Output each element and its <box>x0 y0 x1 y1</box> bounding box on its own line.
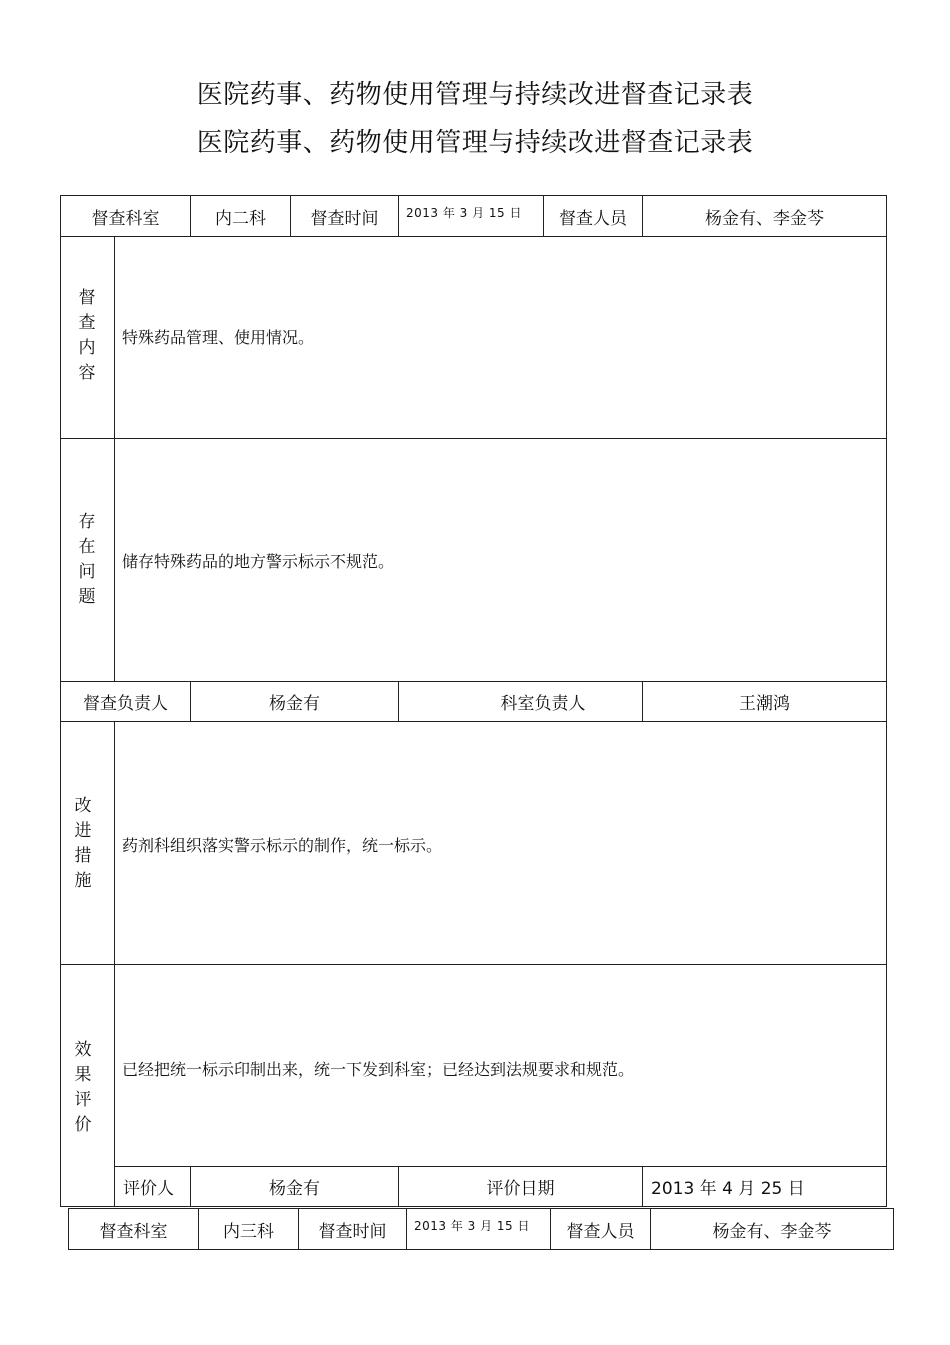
label-char: 问 <box>78 562 96 582</box>
label-char: 内 <box>78 338 96 358</box>
evaluator-value: 杨金有 <box>269 1179 320 1199</box>
label-char: 改 <box>74 796 92 816</box>
problems-text: 储存特殊药品的地方警示标示不规范。 <box>122 552 395 571</box>
label-char: 措 <box>74 846 92 866</box>
inspector-label: 督查负责人 <box>83 694 168 714</box>
label-char: 评 <box>74 1090 92 1110</box>
dept-label: 督查科室 <box>91 208 160 229</box>
evaluator-label: 评价人 <box>123 1179 174 1199</box>
measures-section-label <box>56 794 110 894</box>
evaluation-text: 已经把统一标示印制出来，统一下发到科室；已经达到法规要求和规范。 <box>122 1060 635 1079</box>
dept-head-label: 科室负责人 <box>500 694 586 714</box>
label-char: 在 <box>78 537 96 557</box>
dept-label-2: 督查科室 <box>99 1221 168 1242</box>
inspector-value: 杨金有 <box>269 694 320 714</box>
label-char: 施 <box>74 871 92 891</box>
time-label-2: 督查时间 <box>318 1221 387 1242</box>
label-char: 效 <box>74 1040 92 1060</box>
evaluation-date-label: 评价日期 <box>486 1179 555 1199</box>
page-title-repeat: 医院药事、药物使用管理与持续改进督查记录表 <box>196 128 754 158</box>
label-char: 果 <box>74 1065 92 1085</box>
time-label: 督查时间 <box>310 208 379 229</box>
staff-label: 督查人员 <box>559 208 627 229</box>
dept-head-value: 王潮鸿 <box>739 694 790 714</box>
measures-text: 药剂科组织落实警示标示的制作，统一标示。 <box>122 836 443 855</box>
dept-value: 内二科 <box>215 208 266 229</box>
staff-value-2: 杨金有、李金芩 <box>712 1221 832 1242</box>
label-char: 查 <box>78 313 96 333</box>
staff-label-2: 督查人员 <box>566 1221 635 1242</box>
evaluation-date-value: 2013 年 4 月 25 日 <box>651 1179 805 1199</box>
label-char: 存 <box>78 512 96 532</box>
dept-value-2: 内三科 <box>223 1221 274 1242</box>
content-section-label <box>60 286 114 386</box>
time-value-2: 2013 年 3 月 15 日 <box>413 1218 531 1233</box>
label-char: 价 <box>74 1115 92 1135</box>
page-title: 医院药事、药物使用管理与持续改进督查记录表 <box>196 80 754 110</box>
problems-section-label <box>60 510 114 610</box>
staff-value: 杨金有、李金芩 <box>705 208 824 229</box>
content-text: 特殊药品管理、使用情况。 <box>122 328 315 347</box>
evaluation-section-label <box>56 1038 110 1138</box>
label-char: 容 <box>78 363 96 383</box>
label-char: 进 <box>74 821 92 841</box>
time-value: 2013 年 3 月 15 日 <box>405 205 523 220</box>
label-char: 督 <box>78 288 96 308</box>
label-char: 题 <box>78 587 96 607</box>
